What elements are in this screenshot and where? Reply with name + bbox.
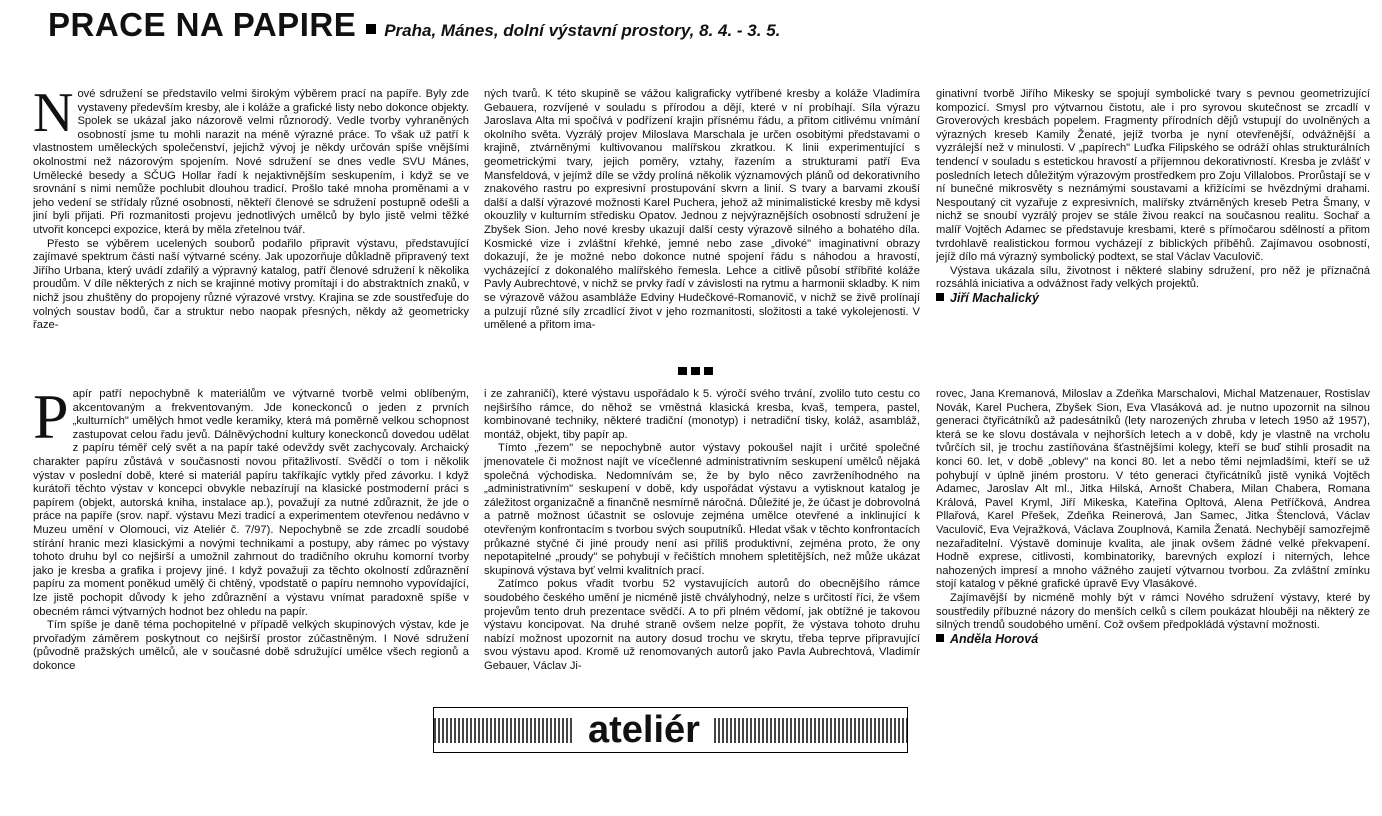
article1-column-1 bbox=[33, 88, 469, 338]
author-signature: Anděla Horová bbox=[936, 633, 1370, 647]
article-title: PRACE NA PAPIRE bbox=[48, 6, 357, 43]
article-subtitle: Praha, Mánes, dolní výstavní prostory, 8. 4. - 3. 5. bbox=[384, 21, 781, 40]
article2-para-6: rovec, Jana Kremanová, Miloslav a Zdeňka Marschalovi, Michal Matzenauer, Rostislav Novák, Karel Puchera, Zbyšek Sion, Eva Vlasáková ad. je nutno upozornit na silnou generaci čtyřicátníků až padesátníků (lety narozených zhruba v letech 1950 až 1957), která se ke slovu dostávala v nejhorších letech a v době, kdy je vlastně na vrcholu tvůrčích sil, je trochu zastíňována šťastnějšími kolegy, kteří se buď stihli prosadit na konci 60. let, v době „oblevy" na konci 80. let a nebo těmi nejmladšími, kteří se už pohybují v úplně jiném prostoru. V této generaci čtyřicátníků jistě vyniká Vojtěch Adamec, Jaroslav Alt ml., Jitka Hilská, Arnošt Chabera, Milan Chabera, Romana Králová, Pavel Kryml, Jiří Mikeska, Kateřina Opltová, Alena Petříčková, Andrea Pllařová, Karel Přešek, Zdeňka Reinerová, Jan Samec, Jitka Štenclová, Václav Vaculovič, Eva Vejražková, Václava Zouplnová, Kamila Ženatá. Nechybějí samozřejmě nezařaditelní. Výstavě dominuje kvalita, ale jinak ovšem žádné velké překvapení. Hodně exprese, citlivosti, kombinatoriky, barevných explozí i niterných, lehce nahozených impresí a mnoho vážného zaujetí výtvarnou tvorbou. Za zvláštní zmínku stojí katalog v pěkné grafické úpravě Evy Vlasákové. bbox=[936, 388, 1370, 591]
article2-para-3: i ze zahraničí), které výstavu uspořádalo k 5. výročí svého trvání, zvolilo tuto cestu co nejširšího rámce, do něhož se vměstná klasická kresba, kvaš, tempera, pastel, kombinované techniky, některé tradiční (monotyp) i netradiční tisky, koláž, asambláž, montáž, objekt, tiby papír ap. bbox=[484, 388, 920, 441]
dropcap: N bbox=[33, 88, 74, 144]
article2-para-5: Zatímco pokus vřadit tvorbu 52 vystavujících autorů do obecnějšího rámce soudobého českého umění je nicméně jistě chvályhodný, nelze s určitostí říci, že všem projevům tento druh prezentace svědčí. A to při plném vědomí, jak obtížné je takovou výstavu koncipovat. Na druhé straně ovšem nelze popřít, že výstava tohoto druhu nabízí možnost upozornit na autory dosud trochu ve skrytu, třeba teprve připravující svou výstavu apod. Kromě už renomovaných autorů jako Pavla Aubrechtová, Vladimír Gebauer, Václav Ji- bbox=[484, 578, 920, 672]
article2-column-1 bbox=[33, 388, 469, 688]
article2-para-4: Tímto „řezem" se nepochybně autor výstavy pokoušel najít i určité společné jmenovatele či možnost najít ve vícečlenné administrativním seskupení umělců nějaká společná východiska. Nedomnívám se, že by bylo něco zavrženíhodného na „administrativním" seskupení v době, kdy uspořádat výstavu a vytisknout katalog je záležitost organizačně a finančně nesmírně náročná. Důležité je, že účast je dobrovolná a patrně možnost účastnit se oslovuje zejména umělce otevřené a inklinující k otevřeným konfrontacím s tvorbou svých souputníků. Hledat však v těchto konfrontacích průkazné styčné či jiné proudy není asi příliš produktivní, zejména proto, že ony nepotapitelné „proudy" se pohybují v řečištích mnohem spletitějších, než může ukázat skupinová výstava byť velmi kvalitních prací. bbox=[484, 442, 920, 577]
square-bullet-icon bbox=[936, 634, 944, 642]
section-divider bbox=[678, 362, 717, 380]
square-bullet-icon bbox=[366, 24, 376, 34]
article1-column-2 bbox=[484, 88, 920, 338]
article2-para-1: Papír patří nepochybně k materiálům ve výtvarné tvorbě velmi oblíbeným, akcentovaným a frekventovaným. Jde koneckonců o jeden z prvních „kulturních" umělých hmot vedle keramiky, která má poměrně velkou schopnost zastupovat celou řadu jevů. Dálněvýchodní kultury koneckonců dovedou udělat z papíru téměř celý svět a na papír také odevždy svět zachycovaly. Archaický charakter papíru zůstává v současnosti novou přitažlivostí. Svědčí o tom i několik výstav v poslední době, které si materiál papíru takříkajíc vytkly před závorku. I když kurátoři těchto výstav v koncepci obvykle nebazírují na klasické postmoderní práci s papírem (objekt, autorská kniha, instalace ap.), považují za nutné zdůraznit, že jde o práce na papíře (srov. např. výstavu Mezi tradicí a experimentem otevřenou nedávno v Muzeu umění v Olomouci, viz Ateliér č. 7/97). Nepochybně se zde zrcadlí soudobé stírání hranic mezi klasickými a novými technikami a postupy, aby rámec po výstavy tohoto druhu byl co nejširší a umožnil zahrnout do tradičního okruhu komorní tvorby jako je kresba a grafika i projevy jiné. I když považuji za těchto okolností zdůraznění papíru za moment poněkud umělý či chtěný, vpodstatě o papíru nemnoho vypovídající, lze jistě pochopit důvody k jeho zdůraznění a výstavu vnímat paradoxně spíše v obecném rámci výtvarných hodnot bez ohledu na papír. bbox=[33, 388, 469, 618]
article2-column-3 bbox=[936, 388, 1370, 698]
magazine-logo-box bbox=[433, 707, 908, 753]
author-signature: Jiří Machalický bbox=[936, 292, 1370, 306]
article2-para-2: Tím spíše je daně téma pochopitelné v případě velkých skupinových výstav, kde je prvořadým záměrem poskytnout co nejširší prostor zúčastněným. I Nové sdružení (původně pražských umělců, ale v současné době sdružující umělce všech regionů a dokonce bbox=[33, 619, 469, 672]
dropcap: P bbox=[33, 388, 69, 452]
square-bullet-icon bbox=[936, 293, 944, 301]
article1-para-4: ginativní tvorbě Jiřího Mikesky se spojují symbolické tvary s pevnou geometrizující kompozicí. Smysl pro výtvarnou čistotu, ale i pro syrovou skutečnost se zrcadlí v Groverových kresbách popelem. Fragmenty přírodních dějů vstupují do uvolněných a výrazných kreseb Kamily Ženaté, jejíž tvorba je nyní otevřenější, odvážnější a vyzrálejší než v minulosti. V „papírech" Luďka Filipského se odráží ohlas strukturálních tendencí v souladu s estetickou hravostí a příjemnou dekorativností. Kresba je zvlášť v posledních letech důležitým výrazovým prostředkem pro Zoju Villalobos. Prorůstají se v ní bunečné mikrosvěty s neznámými soustavami a křižícími se hvězdnými drahami. Nespoutaný cit vyzařuje z expresivních, malířsky ztvárněných kreseb Petra Šmany, v nichž se snoubí vyzrálý projev se stále živou reakcí na současnou realitu. Sochař a malíř Vojtěch Adamec se představuje kresbami, které s přímočarou sdělností a přitom tvrdohlavě realistickou formou vycházejí z biblických příběhů. Zajímavou osobností, jejíž dílo má výrazný symbolický podtext, se stal Václav Vaculovič. bbox=[936, 88, 1370, 264]
article2-column-2 bbox=[484, 388, 920, 688]
article1-para-3: ných tvarů. K této skupině se vážou kaligraficky vytříbené kresby a koláže Vladimíra Gebauera, rozvíjené v souladu s přírodou a dějí, které v ní probíhají. Síla výrazu Jaroslava Alta mi spočívá v podřízení krajin přísnému řádu, a přitom citlivému vnímání okolního světa. Vyzrálý projev Miloslava Marschala je určen osobitými představami o krajině, ztvárněnými kultivovanou malířskou zkratkou. K linii experimentující s geometrickými tvary, jejich poměry, vztahy, řazením a strukturami patří Eva Mansfeldová, v jejímž díle se vždy prolíná několik významových plánů od dekorativního znakového rastru po expresivní prostupování skvrn a linií. S tvary a barvami zkouší další a další výrazové možnosti Karel Puchera, jehož až minimalistické kresby mě kdysi okouzlily v kulturním středisku Opatov. Jednou z nejvýraznějších osobností sdružení je Zbyšek Sion. Jeho nové kresby ukazují další cesty výrazově silného a bohatého díla. Kosmické vize i zvláštní křehké, jemné nebo zase „divoké" imaginativní obrazy dokazují, že je možné nebo dokonce nutné spojení řádu s náhodou a hravostí, vycházející z dokonalého malířského řemesla. Lehce a citlivě působí stříbřité koláže Pavly Aubrechtové, v nichž se prvky řadí v závislosti na rytmu a harmonii skladby. K nim se výrazově vážou asambláže Edviny Hudečkové-Romanovič, v nichž se živě prolínají a pulzují různé síly zrcadlící život v jeho rozmanitosti, složitosti a také vykolejenosti. V umělené a přitom ima- bbox=[484, 88, 920, 332]
article1-para-1: Nové sdružení se představilo velmi širokým výběrem prací na papíře. Byly zde vystaveny především kresby, ale i koláže a grafické listy nebo dokonce objekty. Spolek se ukázal jako názorově velmi různorodý. Vedle tvorby vyhraněných osobností jsme tu mohli narazit na méně výrazné práce. To však už patří k vlastnostem uměleckých společenství, jejichž vývoj je někdy určován spíše vnějšími okolnostmi než názorovým spojením. Nové sdružení se dnes vedle SVU Mánes, Umělecké besedy a SČUG Hollar řadí k nejaktivnějším seskupením, i když se ve srovnání s nimi nemůže pochlubit dlouhou tradicí. Prošlo také mnoha proměnami a v jeho vedení se střídaly různé osobnosti, někteří členové se sdružení postupně odešli a jiní byli přijati. Při rozmanitosti projevu jednotlivých umělců by bylo jistě velmi těžké utvořit koncepci expozice, která by měla zřetelnou tvář. bbox=[33, 88, 469, 236]
article2-para-7: Zajímavější by nicméně mohly být v rámci Nového sdružení výstavy, které by soustředily příbuzné názory do menších celků s cílem poukázat hlouběji na některý ze silných trendů soudobého umění. Což ovšem předpokládá výstavní možnosti. bbox=[936, 591, 1370, 632]
article1-para-5: Výstava ukázala sílu, životnost i některé slabiny sdružení, pro něž je příznačná rozsáhlá iniciativa a odvážnost řady velkých projektů. bbox=[936, 264, 1370, 291]
article1-column-3 bbox=[936, 88, 1370, 350]
article-header bbox=[48, 6, 1368, 48]
article1-para-2: Přesto se výběrem ucelených souborů podařilo připravit výstavu, představující zajímavé spektrum části naší výtvarné scény. Jak upozorňuje důkladně připravený text Jiřího Urbana, který uvádí zdařilý a výpravný katalog, patří členové sdružení k několika proudům. V díle některých z nich se krajinné motivy promítají i do abstraktních znaků, v nichž jsou zhuštěny do propojeny různé výrazové vrstvy. Krajina se zde soustřeďuje do volných soustav bodů, čar a struktur nebo naopak přesných, někdy až geometricky řaze- bbox=[33, 237, 469, 332]
magazine-logo: ateliér bbox=[574, 708, 714, 752]
